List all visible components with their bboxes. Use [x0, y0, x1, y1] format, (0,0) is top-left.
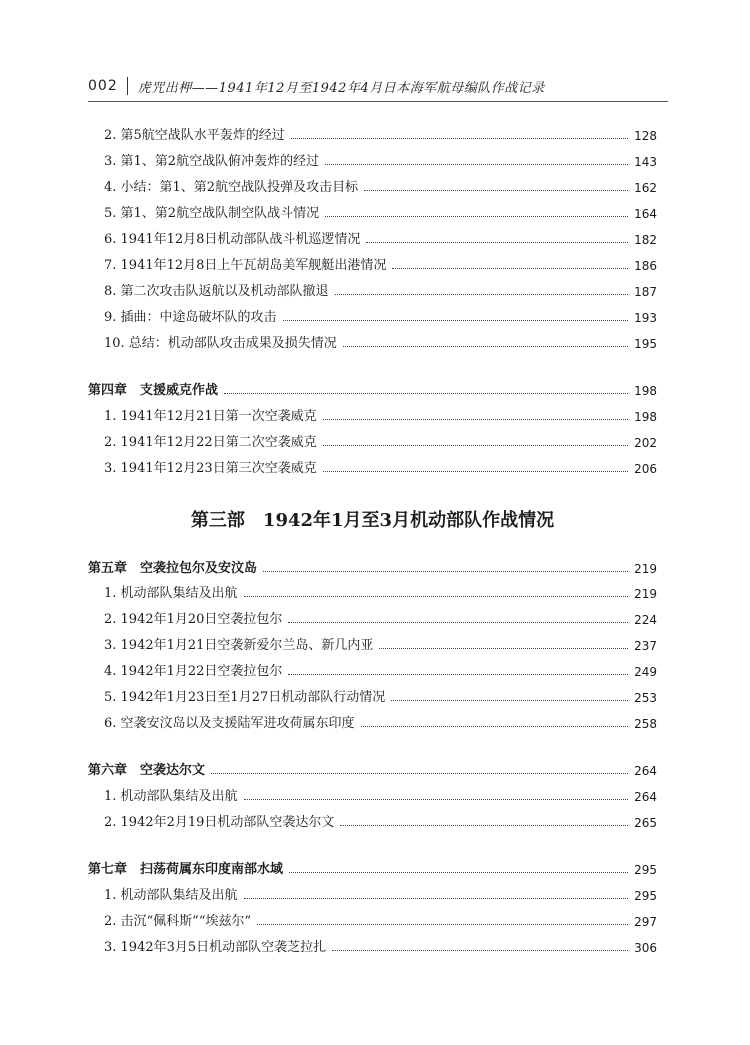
toc-entry[interactable] — [88, 687, 657, 709]
dot-leader — [244, 596, 629, 597]
toc-entry[interactable] — [88, 786, 657, 808]
toc-entry-label: 1. 机动部队集结及出航 — [104, 789, 238, 804]
dot-leader — [366, 242, 628, 243]
toc-entry-label: 3. 1942年1月21日空袭新爱尔兰岛、新几内亚 — [104, 638, 374, 653]
toc-entry-label: 2. 第5航空战队水平轰炸的经过 — [104, 128, 285, 143]
toc-entry-page: 219 — [634, 587, 657, 601]
toc-entry-label: 4. 小结：第1、第2航空战队投弹及攻击目标 — [104, 180, 359, 195]
toc-entry[interactable] — [88, 661, 657, 683]
toc-entry-label: 6. 1941年12月8日机动部队战斗机巡逻情况 — [104, 232, 361, 247]
toc-chapter-5[interactable] — [88, 558, 657, 580]
toc-entry-page: 187 — [634, 285, 657, 299]
toc-entry-label: 5. 第1、第2航空战队制空队战斗情况 — [104, 206, 320, 221]
chapter-label: 第七章 扫荡荷属东印度南部水域 — [88, 862, 284, 877]
toc-entry-label: 4. 1942年1月22日空袭拉包尔 — [104, 664, 283, 679]
dot-leader — [288, 674, 628, 675]
toc-entry[interactable] — [88, 432, 657, 454]
dot-leader — [244, 799, 629, 800]
running-header — [88, 73, 668, 99]
toc-entry-label: 1. 机动部队集结及出航 — [104, 888, 238, 903]
toc-entry[interactable] — [88, 937, 657, 959]
toc-entry[interactable] — [88, 635, 657, 657]
toc-entry-label: 3. 第1、第2航空战队俯冲轰炸的经过 — [104, 154, 320, 169]
dot-leader — [332, 950, 628, 951]
toc-entry-page: 297 — [634, 915, 657, 929]
toc-entry-page: 253 — [634, 691, 657, 705]
chapter-label: 第六章 空袭达尔文 — [88, 763, 206, 778]
running-title: 虎咒出柙——1941年12月至1942年4月日本海军航母编队作战记录 — [137, 80, 545, 96]
toc-entry-label: 5. 1942年1月23日至1月27日机动部队行动情况 — [104, 690, 386, 705]
toc-entry-page: 202 — [634, 436, 657, 450]
toc-entry-page: 195 — [634, 337, 657, 351]
toc-entry-label: 2. 击沉“佩科斯”“埃兹尔” — [104, 914, 252, 929]
dot-leader — [323, 471, 628, 472]
chapter-label: 第四章 支援威克作战 — [88, 383, 219, 398]
page-number: 002 — [88, 78, 118, 94]
toc-entry[interactable] — [88, 583, 657, 605]
dot-leader — [283, 320, 629, 321]
dot-leader — [379, 648, 628, 649]
dot-leader — [211, 773, 628, 774]
dot-leader — [257, 924, 628, 925]
toc-entry-label: 6. 空袭安汶岛以及支援陆军进攻荷属东印度 — [104, 716, 355, 731]
chapter-page: 295 — [634, 863, 657, 877]
dot-leader — [325, 216, 628, 217]
toc-entry-label: 1. 1941年12月21日第一次空袭威克 — [104, 409, 317, 424]
toc-entry-page: 128 — [634, 129, 657, 143]
dot-leader — [364, 190, 628, 191]
toc-entry-page: 306 — [634, 941, 657, 955]
dot-leader — [335, 294, 629, 295]
toc-entry-page: 193 — [634, 311, 657, 325]
toc-entry-page: 186 — [634, 259, 657, 273]
toc-entry-page: 258 — [634, 717, 657, 731]
toc-entry[interactable] — [88, 406, 657, 428]
dot-leader — [289, 872, 628, 873]
toc-entry-label: 2. 1941年12月22日第二次空袭威克 — [104, 435, 317, 450]
toc-chapter-7[interactable] — [88, 859, 657, 881]
toc-entry-label: 3. 1942年3月5日机动部队空袭芝拉扎 — [104, 940, 327, 955]
toc-chapter-6[interactable] — [88, 760, 657, 782]
toc-entry-page: 237 — [634, 639, 657, 653]
toc-entry[interactable] — [88, 255, 657, 277]
toc-entry-label: 10. 总结：机动部队攻击成果及损失情况 — [104, 336, 337, 351]
toc-entry-label: 2. 1942年1月20日空袭拉包尔 — [104, 612, 283, 627]
chapter-page: 198 — [634, 384, 657, 398]
chapter-label: 第五章 空袭拉包尔及安汶岛 — [88, 561, 258, 576]
dot-leader — [291, 138, 628, 139]
toc-entry-label: 3. 1941年12月23日第三次空袭威克 — [104, 461, 317, 476]
dot-leader — [244, 898, 629, 899]
toc-entry[interactable] — [88, 812, 657, 834]
chapter-page: 219 — [634, 562, 657, 576]
toc-entry[interactable] — [88, 125, 657, 147]
toc-entry-page: 198 — [634, 410, 657, 424]
toc-entry[interactable] — [88, 307, 657, 329]
toc-entry-page: 164 — [634, 207, 657, 221]
dot-leader — [361, 726, 629, 727]
toc-entry[interactable] — [88, 885, 657, 907]
dot-leader — [343, 346, 628, 347]
toc-entry[interactable] — [88, 713, 657, 735]
dot-leader — [392, 268, 628, 269]
toc-entry[interactable] — [88, 333, 657, 355]
toc-entry-page: 249 — [634, 665, 657, 679]
toc-entry-label: 9. 插曲：中途岛破坏队的攻击 — [104, 310, 277, 325]
toc-entry-label: 2. 1942年2月19日机动部队空袭达尔文 — [104, 815, 335, 830]
toc-entry-page: 182 — [634, 233, 657, 247]
toc-entry[interactable] — [88, 911, 657, 933]
toc-entry[interactable] — [88, 203, 657, 225]
header-rule — [88, 101, 668, 102]
toc-entry-page: 265 — [634, 816, 657, 830]
dot-leader — [391, 700, 628, 701]
toc-entry-label: 8. 第二次攻击队返航以及机动部队撤退 — [104, 284, 329, 299]
toc-entry[interactable] — [88, 177, 657, 199]
header-separator — [127, 77, 128, 95]
toc-entry-page: 206 — [634, 462, 657, 476]
toc-entry-page: 162 — [634, 181, 657, 195]
part-heading: 第三部 1942年1月至3月机动部队作战情况 — [190, 510, 555, 531]
toc-entry[interactable] — [88, 229, 657, 251]
toc-entry-page: 224 — [634, 613, 657, 627]
dot-leader — [263, 571, 628, 572]
chapter-page: 264 — [634, 764, 657, 778]
dot-leader — [323, 445, 628, 446]
toc-entry[interactable] — [88, 609, 657, 631]
dot-leader — [340, 825, 628, 826]
dot-leader — [325, 164, 628, 165]
toc-entry-page: 143 — [634, 155, 657, 169]
toc-entry[interactable] — [88, 151, 657, 173]
toc-entry[interactable] — [88, 281, 657, 303]
toc-entry-page: 264 — [634, 790, 657, 804]
toc-chapter-4[interactable] — [88, 380, 657, 402]
toc-entry-label: 7. 1941年12月8日上午瓦胡岛美军舰艇出港情况 — [104, 258, 387, 273]
toc-entry-label: 1. 机动部队集结及出航 — [104, 586, 238, 601]
toc-entry-page: 295 — [634, 889, 657, 903]
toc-entry[interactable] — [88, 458, 657, 480]
dot-leader — [224, 393, 628, 394]
dot-leader — [288, 622, 628, 623]
dot-leader — [323, 419, 628, 420]
